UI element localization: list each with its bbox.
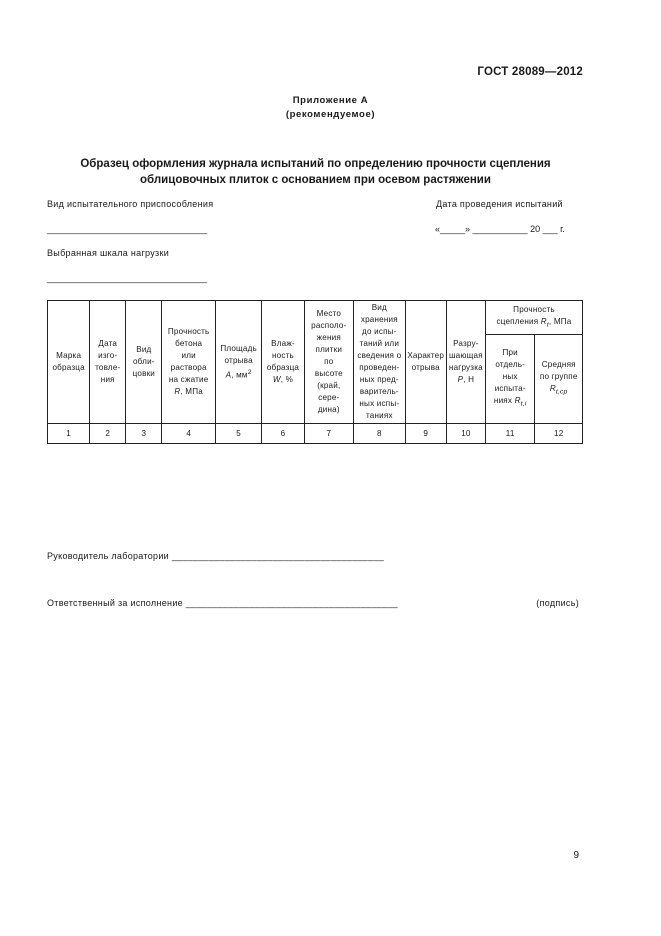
appendix-heading (0, 94, 661, 122)
appendix-status: (рекомендуемое) (285, 109, 376, 120)
standard-designation: ГОСТ 28089—2012 (477, 66, 583, 78)
col-number-4: 4 (162, 424, 216, 444)
page-number: 9 (573, 850, 579, 861)
col-header-8: Вид хранения до испы- таний или сведения о проведен- ных пред- варитель- ных испы- таниях (354, 301, 406, 424)
device-field[interactable]: ________________________________ (47, 224, 208, 234)
col-header-10: Разру- шающая нагрузка P, Н (446, 301, 485, 424)
col-number-8: 8 (354, 424, 406, 444)
col-number-2: 2 (90, 424, 126, 444)
col-header-11: При отдель- ных испыта- ниях $R_{t,i}$ (485, 335, 534, 424)
appendix-title: Приложение А (292, 95, 369, 106)
col-number-11: 11 (485, 424, 534, 444)
col-header-2: Дата изго- товле- ния (90, 301, 126, 424)
col-number-10: 10 (446, 424, 485, 444)
title-line-1: Образец оформления журнала испытаний по определению прочности сцепления (80, 158, 551, 170)
col-number-1: 1 (48, 424, 90, 444)
scale-field[interactable]: ________________________________ (47, 273, 208, 283)
col-number-5: 5 (215, 424, 261, 444)
col-header-4: Прочность бетона или раствора на сжатие R, МПа (162, 301, 216, 424)
col-header-1: Марка образца (48, 301, 90, 424)
responsible-signature (47, 598, 398, 608)
group-header-bond-strength: Прочность сцепления $R_t$, МПа (485, 301, 582, 335)
col-header-12: Средняя по группе $R_{t,ср}$ (535, 335, 583, 424)
lab-head-field[interactable]: ________________________________________ (171, 551, 385, 561)
signature-note: (подпись) (536, 598, 579, 608)
title-line-2: облицовочных плиток с основанием при осевом растяжении (140, 174, 491, 186)
col-number-3: 3 (126, 424, 162, 444)
date-label: Дата проведения испытаний (436, 199, 563, 209)
col-number-12: 12 (535, 424, 583, 444)
date-field[interactable]: «_____» ___________ 20 ___ г. (435, 224, 565, 234)
lab-head-label: Руководитель лаборатории (47, 551, 169, 561)
col-header-9: Характер отрыва (405, 301, 446, 424)
lab-head-signature (47, 551, 384, 561)
col-number-7: 7 (304, 424, 353, 444)
device-label: Вид испытательного приспособления (47, 199, 214, 209)
document-title (0, 156, 631, 188)
col-number-9: 9 (405, 424, 446, 444)
responsible-label: Ответственный за исполнение (47, 598, 183, 608)
col-number-6: 6 (262, 424, 304, 444)
col-header-5: Площадь отрыва A, $мм^2$ (215, 301, 261, 424)
col-header-6: Влаж- ность образца W, % (262, 301, 304, 424)
test-journal-table (47, 300, 583, 444)
column-number-row (48, 424, 583, 444)
col-header-3: Вид обли- цовки (126, 301, 162, 424)
scale-label: Выбранная шкала нагрузки (47, 248, 170, 258)
col-header-7: Место располо- жения плитки по высоте (край, сере- дина) (304, 301, 353, 424)
responsible-field[interactable]: ________________________________________ (185, 598, 398, 608)
